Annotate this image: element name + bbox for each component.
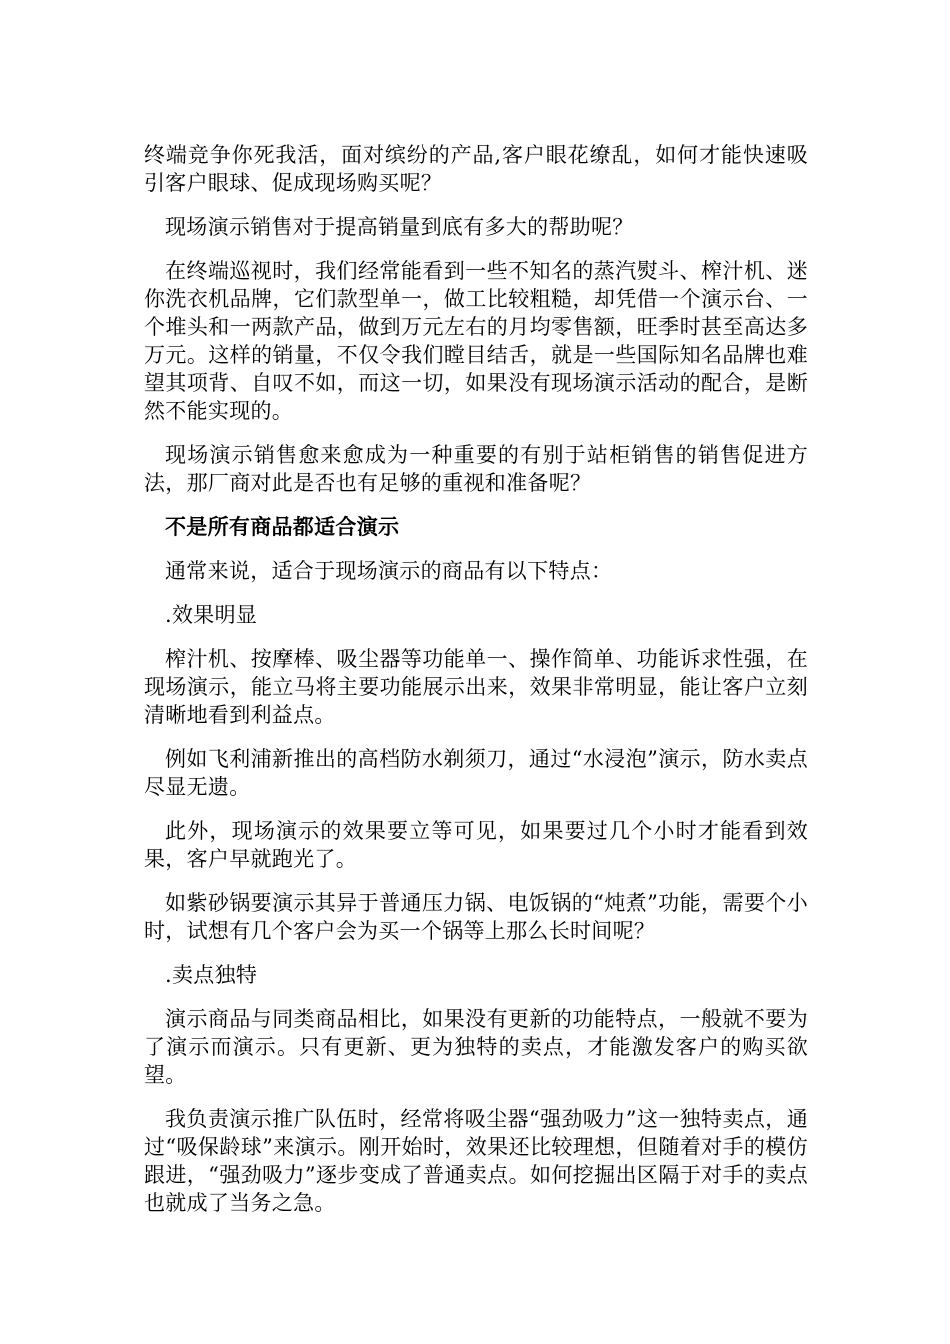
- paragraph-terminal-patrol: 在终端巡视时，我们经常能看到一些不知名的蒸汽熨斗、榨汁机、迷你洗衣机品牌，它们款型单一，做工比较粗糙，却凭借一个演示台、一个堆头和一两款产品，做到万元左右的月均零售额，旺季时甚至高达多万元。这样的销量，不仅令我们瞠目结舌，就是一些国际知名品牌也难望其项背、自叹不如，而这一切，如果没有现场演示活动的配合，是断然不能实现的。: [144, 259, 808, 423]
- document-body: [144, 141, 808, 1233]
- subheading-obvious-effect: .效果明显: [165, 603, 258, 627]
- paragraph-sales-method: 现场演示销售愈来愈成为一种重要的有别于站柜销售的销售促进方法，那厂商对此是否也有足够的重视和准备呢？: [144, 443, 808, 495]
- paragraph-clay-pot-example: 如紫砂锅要演示其异于普通压力锅、电饭锅的“炖煮”功能，需要个小时，试想有几个客户会为买一个锅等上那么长时间呢？: [144, 891, 808, 943]
- paragraph-philips-example: 例如飞利浦新推出的高档防水剃须刀，通过“水浸泡”演示，防水卖点尽显无遗。: [144, 747, 808, 799]
- paragraph-features-intro: 通常来说，适合于现场演示的商品有以下特点：: [165, 559, 613, 583]
- subheading-unique-selling-point: .卖点独特: [165, 963, 258, 987]
- paragraph-question: 现场演示销售对于提高销量到底有多大的帮助呢？: [165, 215, 634, 239]
- paragraph-vacuum-example: 我负责演示推广队伍时，经常将吸尘器“强劲吸力”这一独特卖点，通过“吸保龄球”来演示。刚开始时，效果还比较理想，但随着对手的模仿跟进，“强劲吸力”逐步变成了普通卖点。如何挖掘出区隔于对手的卖点也就成了当务之急。: [144, 1107, 808, 1215]
- paragraph-immediate-effect: 此外，现场演示的效果要立等可见，如果要过几个小时才能看到效果，客户早就跑光了。: [144, 819, 808, 871]
- section-heading: 不是所有商品都适合演示: [165, 514, 400, 539]
- paragraph-juicer-example: 榨汁机、按摩棒、吸尘器等功能单一、操作简单、功能诉求性强，在现场演示，能立马将主要功能展示出来，效果非常明显，能让客户立刻清晰地看到利益点。: [144, 647, 808, 727]
- paragraph-intro: 终端竞争你死我活，面对缤纷的产品,客户眼花缭乱，如何才能快速吸引客户眼球、促成现场购买呢？: [144, 143, 808, 195]
- paragraph-unique-features: 演示商品与同类商品相比，如果没有更新的功能特点，一般就不要为了演示而演示。只有更新、更为独特的卖点，才能激发客户的购买欲望。: [144, 1007, 808, 1087]
